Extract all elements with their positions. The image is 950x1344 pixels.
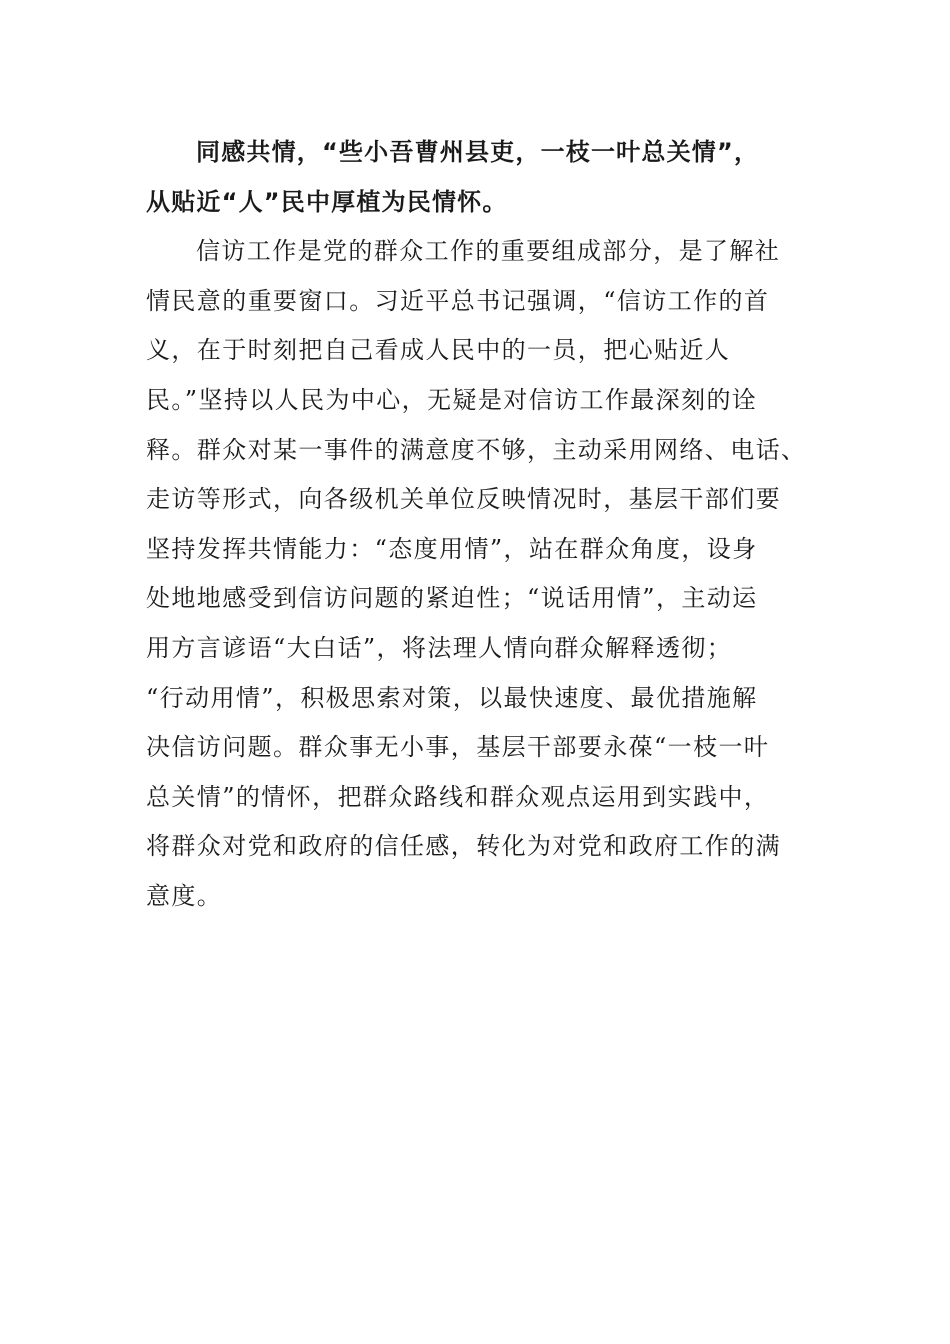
paragraph-line: 意度。 [146, 881, 223, 910]
paragraph-line: 坚持发挥共情能力：“态度用情”，站在群众角度，设身 [146, 534, 758, 563]
paragraph-line: 处地地感受到信访问题的紧迫性；“说话用情”，主动运 [146, 584, 758, 613]
paragraph-line: 义，在于时刻把自己看成人民中的一员，把心贴近人 [146, 336, 731, 365]
paragraph-line: 总关情”的情怀，把群众路线和群众观点运用到实践中， [146, 782, 770, 811]
paragraph-line: 用方言谚语“大白话”，将法理人情向群众解释透彻； [146, 633, 733, 662]
paragraph-line: 民。”坚持以人民为中心，无疑是对信访工作最深刻的诠 [146, 385, 758, 414]
section-heading-line-2: 从贴近“人”民中厚植为民情怀。 [146, 187, 508, 216]
paragraph-line: 决信访问题。群众事无小事，基层干部要永葆“一枝一叶 [146, 733, 770, 762]
paragraph-line: “行动用情”，积极思索对策，以最快速度、最优措施解 [146, 683, 758, 712]
document-text [146, 128, 806, 922]
paragraph-line: 将群众对党和政府的信任感，转化为对党和政府工作的满 [146, 832, 781, 861]
paragraph-line: 释。群众对某一事件的满意度不够，主动采用网络、电话、 [146, 435, 807, 464]
paragraph-line: 情民意的重要窗口。习近平总书记强调，“信访工作的首 [146, 286, 770, 315]
paragraph-line: 走访等形式，向各级机关单位反映情况时，基层干部们要 [146, 485, 781, 514]
paragraph-line: 信访工作是党的群众工作的重要组成部分，是了解社 [196, 237, 781, 266]
section-heading-line-1: 同感共情，“些小吾曹州县吏，一枝一叶总关情”， [196, 138, 760, 166]
